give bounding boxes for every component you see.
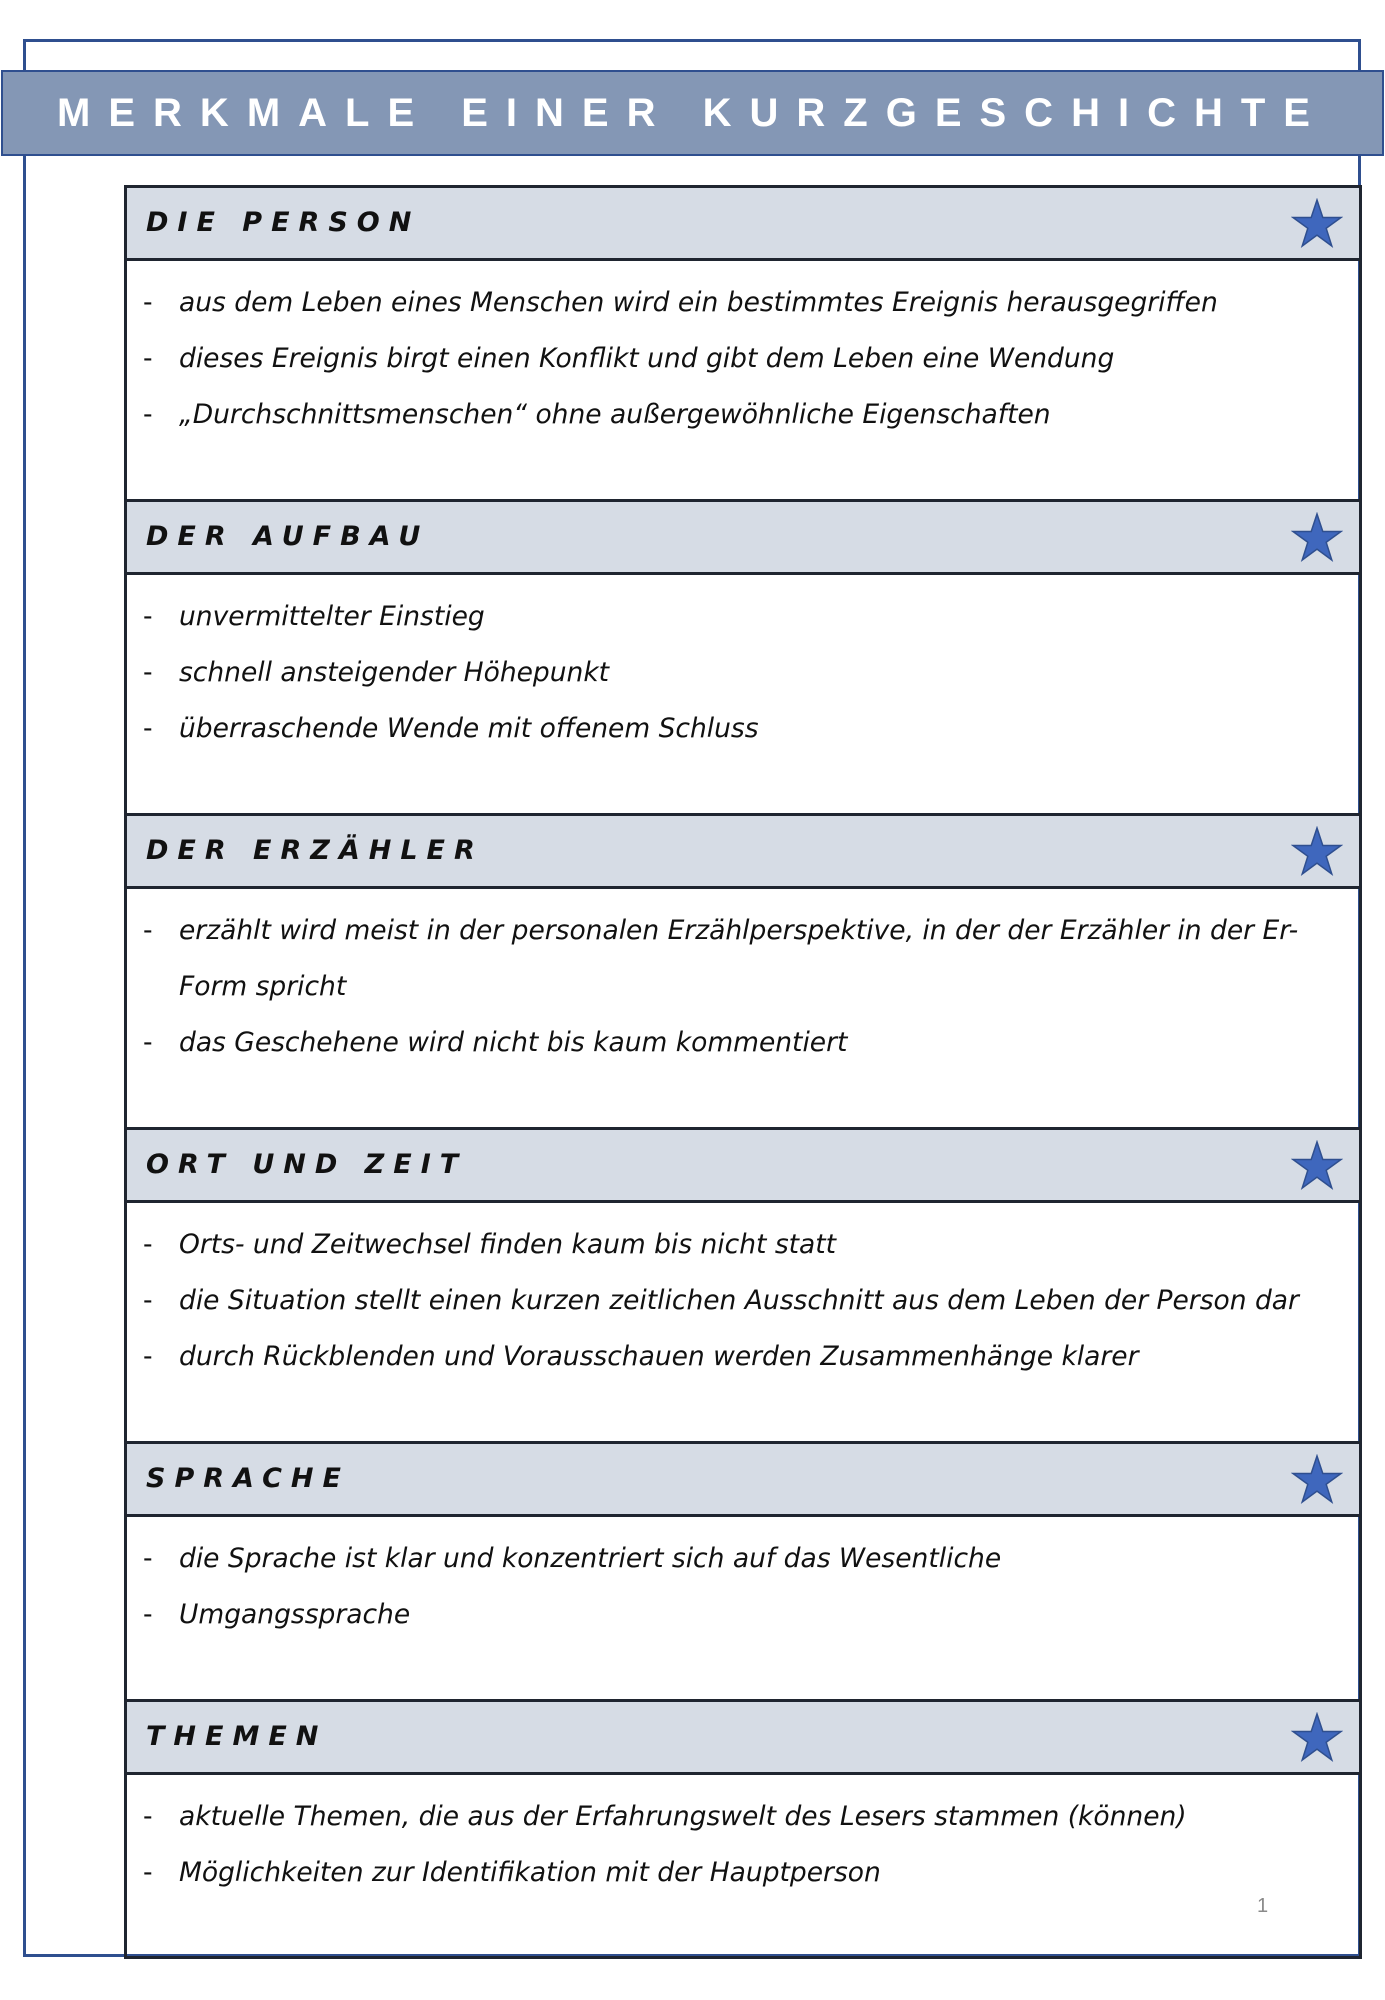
section-body bbox=[127, 575, 1359, 813]
list-item bbox=[127, 1587, 1359, 1643]
bullet-dash: - bbox=[143, 915, 153, 946]
list-item bbox=[127, 275, 1359, 331]
item-text: Umgangssprache bbox=[179, 1599, 411, 1630]
star-icon bbox=[1291, 826, 1343, 878]
section-body bbox=[127, 1775, 1359, 1956]
star-icon bbox=[1291, 1454, 1343, 1506]
item-text: die Situation stellt einen kurzen zeitlichen Ausschnitt aus dem Leben der Person dar bbox=[179, 1285, 1299, 1316]
section-aufbau bbox=[127, 499, 1359, 813]
section-header bbox=[127, 1441, 1359, 1517]
list-item bbox=[127, 331, 1359, 387]
section-heading: THEMEN bbox=[146, 1721, 328, 1752]
item-text: schnell ansteigender Höhepunkt bbox=[179, 657, 610, 688]
item-text: „Durchschnittsmenschen“ ohne außergewöhnliche Eigenschaften bbox=[179, 399, 1051, 430]
section-heading: DIE PERSON bbox=[146, 207, 421, 238]
characteristics-table bbox=[124, 185, 1362, 1959]
section-person bbox=[127, 185, 1359, 499]
item-text: die Sprache ist klar und konzentriert sich auf das Wesentliche bbox=[179, 1543, 1002, 1574]
list-item bbox=[127, 1789, 1359, 1845]
list-item bbox=[127, 701, 1359, 757]
list-item bbox=[127, 1845, 1359, 1901]
section-body bbox=[127, 889, 1359, 1127]
list-item bbox=[127, 903, 1359, 1015]
item-text: aus dem Leben eines Menschen wird ein bestimmtes Ereignis herausgegriffen bbox=[179, 287, 1218, 318]
item-text: das Geschehene wird nicht bis kaum kommentiert bbox=[179, 1027, 848, 1058]
bullet-dash: - bbox=[143, 657, 153, 688]
list-item bbox=[127, 1217, 1359, 1273]
list-item bbox=[127, 1273, 1359, 1329]
list-item bbox=[127, 1531, 1359, 1587]
section-header bbox=[127, 1699, 1359, 1775]
section-heading: SPRACHE bbox=[146, 1463, 350, 1494]
bullet-dash: - bbox=[143, 1543, 153, 1574]
bullet-dash: - bbox=[143, 343, 153, 374]
item-text: aktuelle Themen, die aus der Erfahrungswelt des Lesers stammen (können) bbox=[179, 1801, 1187, 1832]
page-number: 1 bbox=[1257, 1895, 1269, 1917]
list-item bbox=[127, 1015, 1359, 1071]
bullet-dash: - bbox=[143, 601, 153, 632]
section-erzaehler bbox=[127, 813, 1359, 1127]
star-icon bbox=[1291, 1712, 1343, 1764]
item-text: dieses Ereignis birgt einen Konflikt und gibt dem Leben eine Wendung bbox=[179, 343, 1115, 374]
bullet-dash: - bbox=[143, 1341, 153, 1372]
bullet-dash: - bbox=[143, 1229, 153, 1260]
list-item bbox=[127, 387, 1359, 443]
item-text: durch Rückblenden und Vorausschauen werden Zusammenhänge klarer bbox=[179, 1341, 1139, 1372]
bullet-dash: - bbox=[143, 287, 153, 318]
item-text: unvermittelter Einstieg bbox=[179, 601, 485, 632]
item-text: erzählt wird meist in der personalen Erzählperspektive, in der der Erzähler in der Er-Form spricht bbox=[179, 915, 1299, 1002]
bullet-dash: - bbox=[143, 399, 153, 430]
section-heading: ORT UND ZEIT bbox=[146, 1149, 468, 1180]
star-icon bbox=[1291, 1140, 1343, 1192]
bullet-dash: - bbox=[143, 1599, 153, 1630]
section-header bbox=[127, 185, 1359, 261]
bullet-dash: - bbox=[143, 1857, 153, 1888]
bullet-dash: - bbox=[143, 1027, 153, 1058]
bullet-dash: - bbox=[143, 1801, 153, 1832]
section-header bbox=[127, 499, 1359, 575]
page-title: MERKMALE EINER KURZGESCHICHTE bbox=[57, 90, 1328, 135]
star-icon bbox=[1291, 512, 1343, 564]
section-ort-und-zeit bbox=[127, 1127, 1359, 1441]
title-banner bbox=[1, 70, 1384, 156]
bullet-dash: - bbox=[143, 713, 153, 744]
bullet-dash: - bbox=[143, 1285, 153, 1316]
star-icon bbox=[1291, 198, 1343, 250]
section-body bbox=[127, 1517, 1359, 1699]
item-text: Orts- und Zeitwechsel finden kaum bis nicht statt bbox=[179, 1229, 837, 1260]
item-text: überraschende Wende mit offenem Schluss bbox=[179, 713, 759, 744]
section-header bbox=[127, 1127, 1359, 1203]
section-heading: DER AUFBAU bbox=[146, 521, 430, 552]
section-header bbox=[127, 813, 1359, 889]
section-sprache bbox=[127, 1441, 1359, 1699]
list-item bbox=[127, 589, 1359, 645]
list-item bbox=[127, 645, 1359, 701]
section-themen bbox=[127, 1699, 1359, 1956]
section-body bbox=[127, 261, 1359, 499]
item-text: Möglichkeiten zur Identifikation mit der Hauptperson bbox=[179, 1857, 881, 1888]
section-heading: DER ERZÄHLER bbox=[146, 835, 484, 866]
list-item bbox=[127, 1329, 1359, 1385]
section-body bbox=[127, 1203, 1359, 1441]
